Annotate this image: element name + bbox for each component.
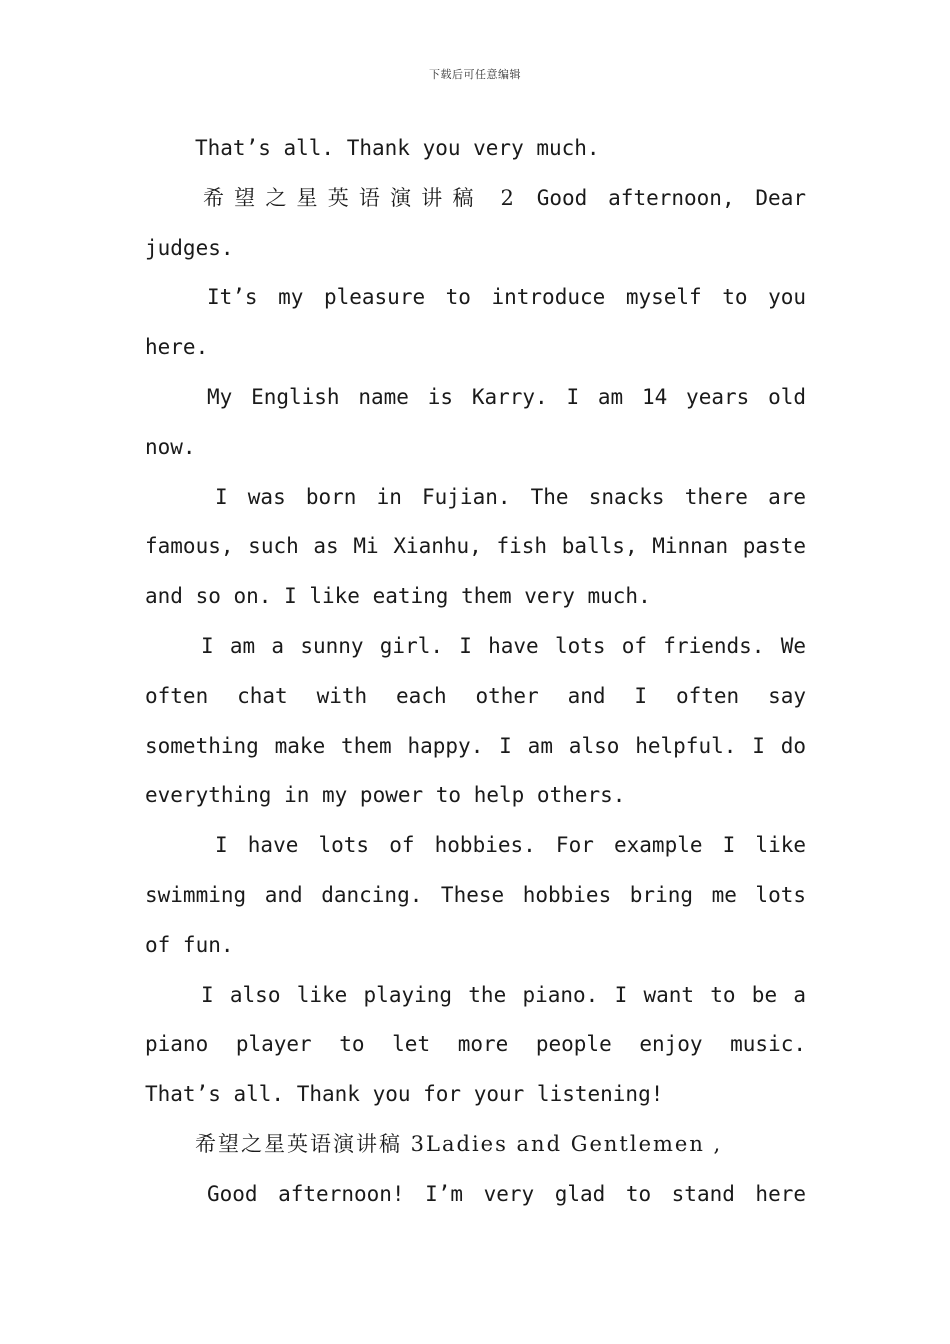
text-line: That’s all. Thank you for your listening! (145, 1082, 664, 1107)
text-line: judges. (145, 235, 234, 260)
text-line: That’s all. Thank you very much. (195, 136, 600, 160)
text-line: everything in my power to help others. (145, 783, 626, 808)
text-line: I am a sunny girl. I have lots of friends. We (201, 633, 806, 658)
text-line-heading: 希望之星英语演讲稿 3Ladies and Gentlemen , (195, 1131, 723, 1156)
text-line-heading (145, 174, 806, 224)
page-header: 下载后可任意编辑 (429, 68, 521, 81)
text-line: of fun. (145, 932, 234, 957)
text-line: I was born in Fujian. The snacks there are (215, 484, 806, 509)
heading-english: Good afternoon, Dear (536, 185, 806, 210)
document-body (145, 124, 806, 1220)
text-line: famous, such as Mi Xianhu, fish balls, Minnan paste (145, 534, 806, 559)
text-line: My English name is Karry. I am 14 years old (207, 384, 806, 409)
text-line: I also like playing the piano. I want to be a (201, 982, 806, 1007)
text-line: now. (145, 434, 196, 459)
text-line: often chat with each other and I often say (145, 683, 806, 708)
text-line: It’s my pleasure to introduce myself to you (207, 285, 806, 310)
text-line: I have lots of hobbies. For example I like (215, 833, 806, 858)
text-line: Good afternoon! I’m very glad to stand here (207, 1181, 806, 1206)
heading-chinese: 希望之星英语演讲稿 2 (203, 185, 516, 210)
text-line: here. (145, 335, 209, 360)
text-line: piano player to let more people enjoy music. (145, 1032, 806, 1057)
text-line: something make them happy. I am also helpful. I do (145, 733, 806, 758)
text-line: and so on. I like eating them very much. (145, 584, 651, 609)
text-line: swimming and dancing. These hobbies bring me lots (145, 882, 806, 907)
